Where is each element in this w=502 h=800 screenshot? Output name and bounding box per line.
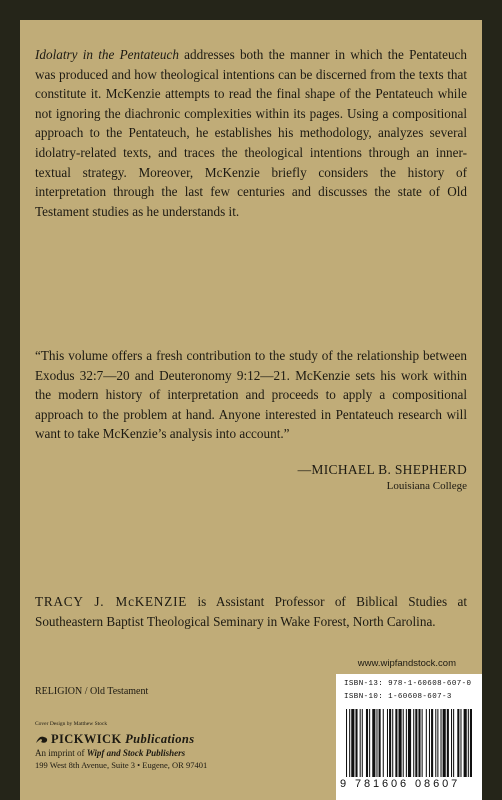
endorsement-attribution — [298, 461, 467, 493]
publisher-address: 199 West 8th Avenue, Suite 3 • Eugene, OR 97401 — [35, 760, 208, 770]
isbn-barcode — [336, 674, 482, 800]
publisher-name: PICKWICK Publications — [51, 732, 195, 746]
endorsement-quote: “This volume offers a fresh contribution to the study of the relationship between Exodus 32:7—20 and Deuteronomy 9:12—21. McKenzie sets his work within the modern history of interpretation and proceeds to apply a compositional approach to the problem at hand. Anyone interested in Pentateuch research will want to take McKenzie’s analysis into account.” — [35, 348, 467, 442]
publisher-imprint: An imprint of Wipf and Stock Publishers — [35, 748, 186, 758]
publisher-logo — [35, 732, 195, 747]
barcode-bars — [344, 709, 476, 779]
isbn-10-label: ISBN-10: 1-60608-607-3 — [344, 693, 452, 701]
endorser-name: —MICHAEL B. SHEPHERD — [297, 462, 467, 477]
back-cover-panel — [20, 20, 482, 800]
book-title-italic: Idolatry in the Pentateuch — [35, 47, 179, 62]
barcode-digits: 9 781606 08607 — [340, 778, 461, 790]
subject-category: RELIGION / Old Testament — [35, 686, 149, 697]
pickwick-logo-icon — [35, 734, 49, 745]
author-bio-text: is Assistant Professor of Biblical Studies at Southeastern Baptist Theological Seminary in Wake Forest, North Carolina. — [35, 594, 467, 629]
isbn-13-label: ISBN-13: 978-1-60608-607-0 — [344, 680, 472, 688]
publisher-website: www.wipfandstock.com — [357, 658, 456, 669]
author-name: TRACY J. McKENZIE — [35, 594, 188, 609]
author-bio — [35, 592, 467, 631]
endorser-institution: Louisiana College — [386, 480, 467, 492]
book-description-text: addresses both the manner in which the Pentateuch was produced and how theological intentions can be discerned from the texts that constitute it. McKenzie attempts to read the final shape of the Pentateuch while not ignoring the diachronic complexities within its pages. Using a compositional approach to the Pentateuch, he establishes his methodology, analyzes several idolatry-related texts, and traces the theological intentions through an inner-textual strategy. Moreover, McKenzie briefly considers the history of interpretation through the last few centuries and discusses the state of Old Testament studies as he understands it. — [35, 47, 467, 219]
book-description — [35, 45, 467, 221]
cover-design-credit: Cover Design by Matthew Stock — [35, 721, 108, 727]
